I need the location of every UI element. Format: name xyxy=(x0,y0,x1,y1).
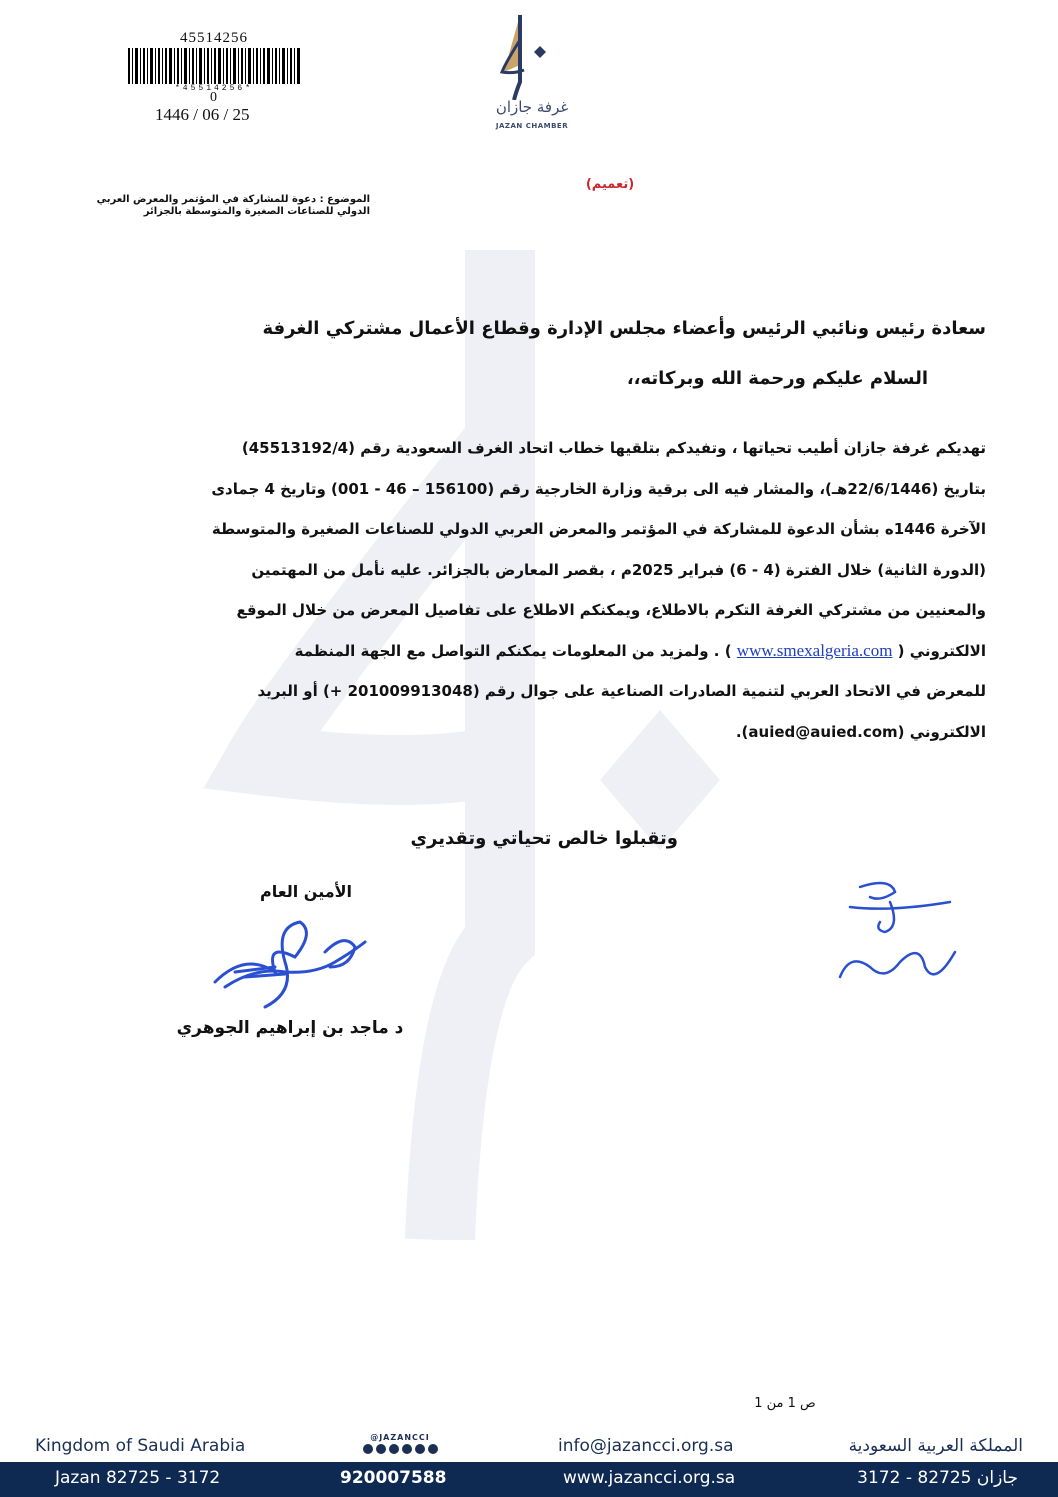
barcode-subtext: *45514256* xyxy=(174,84,253,93)
instagram-icon[interactable] xyxy=(402,1444,412,1454)
signatory-name: د ماجد بن إبراهيم الجوهري xyxy=(176,1018,404,1038)
event-website-link[interactable]: www.smexalgeria.com xyxy=(736,640,893,660)
subject-line-1: الموضوع : دعوة للمشاركة في المؤتمر والمعرض العربي xyxy=(96,194,370,205)
circular-label: (تعميم) xyxy=(585,177,635,192)
footer-country-ar: المملكة العربية السعودية xyxy=(848,1436,1023,1456)
signatory-title: الأمين العام xyxy=(259,882,353,901)
social-icons xyxy=(350,1444,450,1454)
letter-body xyxy=(56,428,986,752)
website-suffix: ) . ولمزيد من المعلومات يمكنكم التواصل مع الجهة المنظمة xyxy=(294,641,732,660)
barcode-zero: 0 xyxy=(210,90,217,105)
body-line: والمعنيين من مشتركي الغرفة التكرم بالاطلاع، ويمكنكم الاطلاع على تفاصيل المعرض من خلال الموقع xyxy=(236,601,986,619)
logo-english-text: JAZAN CHAMBER xyxy=(495,122,569,130)
jazan-chamber-logo-icon xyxy=(492,10,572,100)
footer-bar xyxy=(0,1462,1058,1497)
body-line-website xyxy=(56,631,986,672)
body-line: للمعرض في الاتحاد العربي لتنمية الصادرات الصناعية على جوال رقم (201009913048 +) أو البريد xyxy=(257,682,986,700)
snapchat-icon[interactable] xyxy=(376,1444,386,1454)
website-prefix: الالكتروني ( xyxy=(897,641,986,660)
initials-signature xyxy=(830,872,960,1002)
footer-address-ar: جازان 82725 - 3172 xyxy=(857,1468,1018,1488)
body-line: الآخرة 1446ه بشأن الدعوة للمشاركة في المؤتمر والمعرض العربي الدولي للصناعات الصغيرة والمتوسطة xyxy=(211,520,986,538)
closing: وتقبلوا خالص تحياتي وتقديري xyxy=(410,828,678,849)
body-line: (الدورة الثانية) خلال الفترة (4 - 6) فبراير 2025م ، بقصر المعارض بالجزائر. عليه نأمل من المهتمين xyxy=(251,560,986,579)
subject xyxy=(70,194,370,218)
social-handle: @JAZANCCI xyxy=(370,1433,430,1442)
linkedin-icon[interactable] xyxy=(428,1444,438,1454)
x-icon[interactable] xyxy=(363,1444,373,1454)
salutation: سعادة رئيس ونائبي الرئيس وأعضاء مجلس الإدارة وقطاع الأعمال مشتركي الغرفة xyxy=(262,318,986,339)
page-number: ص 1 من 1 xyxy=(754,1396,816,1411)
youtube-icon[interactable] xyxy=(415,1444,425,1454)
body-line: بتاريخ (22/6/1446هـ)، والمشار فيه الى برقية وزارة الخارجية رقم (156100 – 46 - 001) وتاريخ 4 جمادى xyxy=(211,479,986,498)
barcode-number: 45514256 xyxy=(180,30,248,46)
footer-email[interactable]: info@jazancci.org.sa xyxy=(558,1436,734,1456)
facebook-icon[interactable] xyxy=(389,1444,399,1454)
body-line: تهديكم غرفة جازان أطيب تحياتها ، وتفيدكم بتلقيها خطاب اتحاد الغرف السعودية رقم (45513192/4) xyxy=(241,439,986,457)
logo-arabic-text: غرفة جازان xyxy=(495,98,569,116)
footer-country-en: Kingdom of Saudi Arabia xyxy=(35,1436,246,1456)
greeting: السلام عليكم ورحمة الله وبركاته،، xyxy=(626,368,928,389)
secretary-signature xyxy=(205,912,380,1012)
reference-date: 1446 / 06 / 25 xyxy=(155,105,250,124)
footer-address-en: Jazan 82725 - 3172 xyxy=(55,1468,221,1488)
subject-line-2: الدولي للصناعات الصغيرة والمتوسطة بالجزائر xyxy=(143,206,370,217)
body-line: الالكتروني (auied@auied.com). xyxy=(735,722,986,741)
barcode xyxy=(128,48,300,84)
footer-phone[interactable]: 920007588 xyxy=(340,1468,447,1488)
footer-website[interactable]: www.jazancci.org.sa xyxy=(563,1468,736,1488)
